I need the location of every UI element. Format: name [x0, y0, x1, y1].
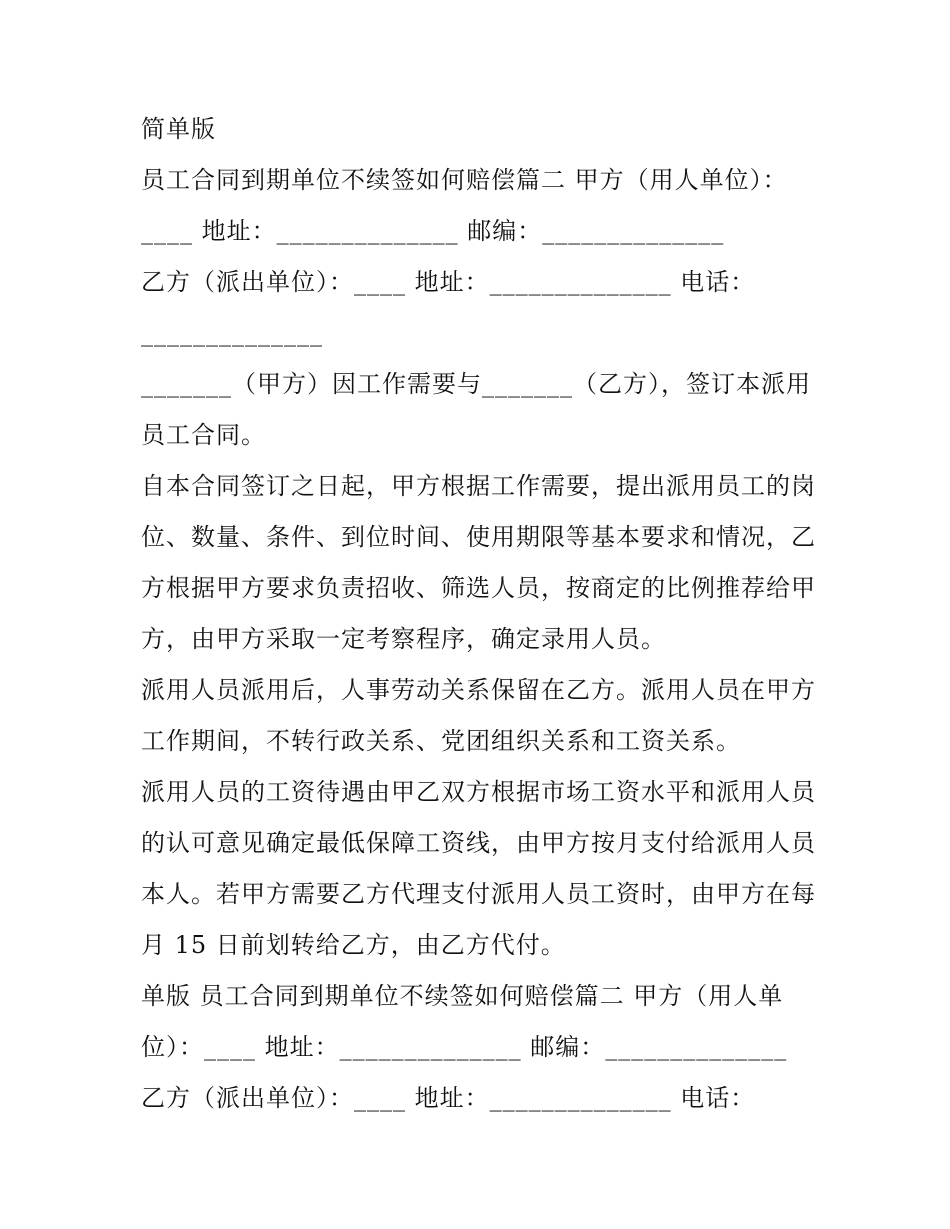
text-line: _______（甲方）因工作需要与_______（乙方），签订本派用 — [141, 370, 811, 398]
text-line: 派用人员的工资待遇由甲乙双方根据市场工资水平和派用人员 — [141, 778, 816, 806]
text-line: 本人。若甲方需要乙方代理支付派用人员工资时，由甲方在每 — [141, 880, 816, 908]
text-line: 单版 员工合同到期单位不续签如何赔偿篇二 甲方（用人单 — [141, 982, 784, 1010]
document-body — [141, 104, 821, 1124]
text-line: 员工合同。 — [141, 421, 266, 449]
text-line: 方根据甲方要求负责招收、筛选人员，按商定的比例推荐给甲 — [141, 574, 816, 602]
text-line: 简单版 — [141, 115, 216, 143]
text-line: 派用人员派用后，人事劳动关系保留在乙方。派用人员在甲方 — [141, 676, 816, 704]
text-line: 乙方（派出单位）：____ 地址：______________ 电话： — [141, 268, 756, 296]
text-line: ______________ — [141, 319, 323, 347]
text-line: 方，由甲方采取一定考察程序，确定录用人员。 — [141, 625, 666, 653]
text-line: 位）：____ 地址：______________ 邮编：______________ — [141, 1033, 788, 1061]
text-line: 的认可意见确定最低保障工资线，由甲方按月支付给派用人员 — [141, 829, 816, 857]
text-line: 位、数量、条件、到位时间、使用期限等基本要求和情况，乙 — [141, 523, 816, 551]
text-line: 自本合同签订之日起，甲方根据工作需要，提出派用员工的岗 — [141, 472, 816, 500]
text-line: 乙方（派出单位）：____ 地址：______________ 电话： — [141, 1084, 756, 1112]
text-line: 工作期间，不转行政关系、党团组织关系和工资关系。 — [141, 727, 741, 755]
text-line: 月 15 日前划转给乙方，由乙方代付。 — [141, 931, 566, 959]
text-line: ____ 地址：______________ 邮编：______________ — [141, 217, 725, 245]
text-line: 员工合同到期单位不续签如何赔偿篇二 甲方（用人单位）： — [141, 166, 788, 194]
